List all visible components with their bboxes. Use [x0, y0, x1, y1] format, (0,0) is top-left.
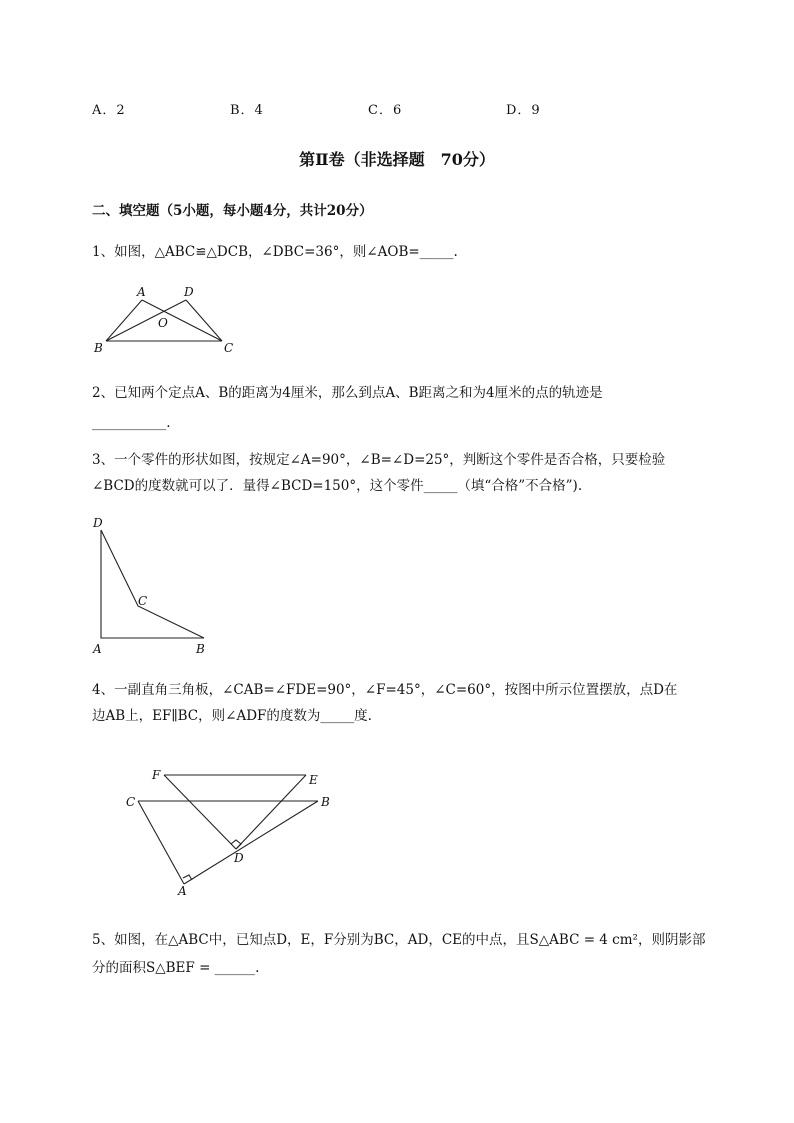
fig3-outline: [101, 530, 204, 638]
fig1-segment-dc: [186, 300, 222, 341]
fig4-label-b: B: [321, 795, 330, 809]
question-5-line-2: 分的面积S△BEF = ______.: [92, 960, 260, 976]
fig4-label-a: A: [178, 884, 187, 897]
question-5-line-1: 5、如图，在△ABC中，已知点D，E，F分别为BC，AD，CE的中点，且S△ABC = 4 cm²，则阴影部: [92, 932, 706, 948]
fig1-label-o: O: [158, 316, 168, 330]
fig4-segment-ca: [138, 801, 184, 884]
fig3-label-b: B: [196, 642, 205, 656]
fig1-label-d: D: [184, 285, 194, 299]
fig4-segment-fd: [164, 775, 236, 849]
option-c: C．6: [368, 103, 403, 118]
fig4-label-c: C: [126, 795, 136, 809]
section-heading: 二、填空题（5小题，每小题4分，共计20分）: [92, 203, 373, 219]
fig4-label-f: F: [152, 768, 161, 782]
question-2-line-2: ___________.: [92, 415, 171, 431]
fig3-label-d: D: [93, 516, 103, 530]
figure-4-set-squares: [120, 762, 340, 897]
fig4-label-d: D: [234, 851, 244, 865]
question-3-line-2: ∠BCD的度数就可以了．量得∠BCD=150°，这个零件_____（填“合格”不合格”).: [92, 478, 583, 494]
question-3-line-1: 3、一个零件的形状如图，按规定∠A=90°，∠B=∠D=25°，判断这个零件是否合格，只要检验: [92, 452, 666, 468]
fig4-label-e: E: [309, 773, 318, 787]
question-2-line-1: 2、已知两个定点A、B的距离为4厘米，那么到点A、B距离之和为4厘米的点的轨迹是: [92, 385, 603, 401]
fig1-label-c: C: [224, 341, 234, 355]
option-d: D．9: [506, 103, 541, 118]
fig3-label-c: C: [138, 594, 148, 608]
fig1-label-a: A: [137, 285, 146, 299]
fig4-segment-de: [236, 775, 306, 849]
question-1-line-1: 1、如图，△ABC≌△DCB，∠DBC=36°，则∠AOB=_____.: [92, 244, 458, 260]
fig4-segment-ab: [184, 801, 318, 884]
option-b: B．4: [230, 103, 264, 118]
fig3-label-a: A: [93, 642, 102, 656]
part-title: 第Ⅱ卷（非选择题 70分）: [299, 150, 495, 169]
fig1-segment-bd: [106, 300, 186, 341]
fig1-segment-ba: [106, 300, 142, 341]
figure-1-triangles: [88, 280, 248, 360]
fig1-label-b: B: [94, 341, 103, 355]
fig1-segment-ac: [142, 300, 222, 341]
option-a: A．2: [92, 103, 126, 118]
question-4-line-1: 4、一副直角三角板，∠CAB=∠FDE=90°，∠F=45°，∠C=60°，按图中所示位置摆放，点D在: [92, 682, 678, 698]
figure-3-part: [88, 512, 218, 660]
question-4-line-2: 边AB上，EF∥BC，则∠ADF的度数为_____度.: [92, 708, 372, 724]
